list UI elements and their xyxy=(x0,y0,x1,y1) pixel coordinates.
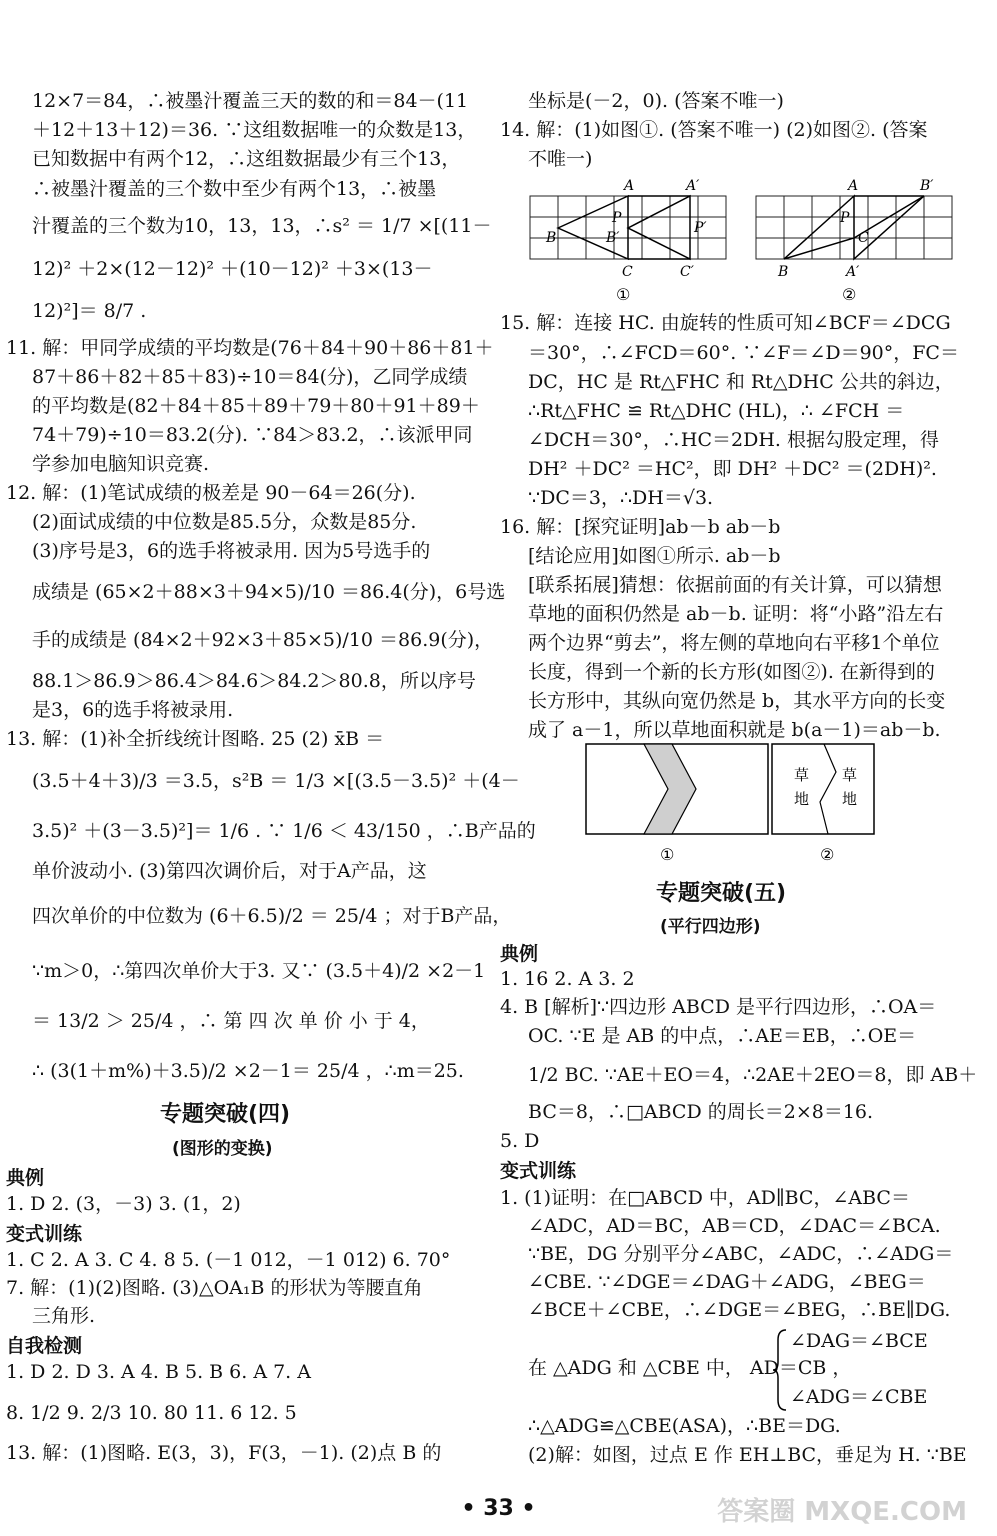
text-line: 11. 解：甲同学成绩的平均数是(76＋84＋90＋86＋81＋ xyxy=(6,337,494,359)
text-line: 坐标是(－2，0). (答案不唯一) xyxy=(528,90,784,112)
fig-label: A xyxy=(848,178,859,194)
subheading: 变式训练 xyxy=(6,1223,83,1245)
text-line: ＝30°，∴∠FCD＝60°. ∵∠F＝∠D＝90°，FC＝ xyxy=(528,342,959,364)
fig-label: A′ xyxy=(686,178,700,194)
text-line: 是3，6的选手将被录用. xyxy=(32,699,234,721)
text-line: ∠DAG＝∠BCE xyxy=(790,1330,928,1352)
text-line: (3.5＋4＋3)/3 ＝3.5，s²B ＝ 1/3 ×[(3.5－3.5)² ＋(4－ xyxy=(32,770,520,792)
text-line: [联系拓展]猜想：依据前面的有关计算，可以猜想 xyxy=(528,574,942,596)
text-line: ∵m＞0，∴第四次单价大于3. 又∵ (3.5＋4)/2 ×2－1 xyxy=(32,960,486,982)
text-line: 4. B [解析]∵四边形 ABCD 是平行四边形，∴OA＝ xyxy=(500,996,937,1018)
subheading: 典例 xyxy=(6,1167,45,1189)
fig-caption: ② xyxy=(842,285,857,304)
text-line: 3.5)² ＋(3－3.5)²]＝ 1/6 . ∵ 1/6 ＜ 43/150 ，∴B产品的 xyxy=(32,820,536,842)
text-line: (2)解：如图，过点 E 作 EH⊥BC，垂足为 H. ∵BE xyxy=(528,1444,967,1466)
fig-caption: ① xyxy=(616,285,631,304)
text-line: 草地的面积仍然是 ab－b. 证明：将“小路”沿左右 xyxy=(528,603,944,625)
fig-label: B′ xyxy=(606,230,620,246)
text-line: [结论应用]如图①所示. ab－b xyxy=(528,545,781,567)
text-line: 的平均数是(82＋84＋85＋89＋79＋80＋91＋89＋ xyxy=(32,395,480,417)
text-line: ∴△ADG≌△CBE(ASA)，∴BE＝DG. xyxy=(528,1415,841,1437)
fig-label: C xyxy=(622,264,633,280)
fig-label: C xyxy=(858,230,869,246)
text-line: ∠CBE. ∵∠DGE＝∠DAG＋∠ADG，∠BEG＝ xyxy=(528,1271,926,1293)
watermark: 答案圈 MXQE.COM xyxy=(717,1497,967,1527)
text-line: 88.1＞86.9＞86.4＞84.6＞84.2＞80.8，所以序号 xyxy=(32,670,476,692)
text-line: BC＝8，∴□ABCD 的周长＝2×8＝16. xyxy=(528,1101,874,1123)
text-line: 两个边界“剪去”，将左侧的草地向右平移1个单位 xyxy=(528,632,940,654)
text-line: 8. 1/2 9. 2/3 10. 80 11. 6 12. 5 xyxy=(6,1402,297,1424)
text-line: 12)² ＋2×(12－12)² ＋(10－12)² ＋3×(13－ xyxy=(32,258,433,280)
text-line: 7. 解：(1)(2)图略. (3)△OA₁B 的形状为等腰直角 xyxy=(6,1277,423,1299)
fig-label: B xyxy=(778,264,789,280)
text-line: 12)²]＝ 8/7 . xyxy=(32,300,147,322)
text-line: 5. D xyxy=(500,1130,540,1152)
section-subtitle: (平行四边形) xyxy=(660,917,761,937)
fig-caption: ② xyxy=(820,845,835,864)
fig-label: A′ xyxy=(846,264,860,280)
fig-label: P′ xyxy=(694,220,707,236)
text-line: (3)序号是3，6的选手将被录用. 因为5号选手的 xyxy=(32,540,431,562)
text-line: ∠ADC，AD＝BC，AB＝CD，∠DAC＝∠BCA. xyxy=(528,1215,941,1237)
text-line: ∠BCE＋∠CBE，∴∠DGE＝∠BEG，∴BE∥DG. xyxy=(528,1299,951,1321)
text-line: ∴被墨汁覆盖的三个数中至少有两个13，∴被墨 xyxy=(32,178,437,200)
figure-16 xyxy=(580,742,900,870)
text-line: 三角形. xyxy=(32,1305,96,1327)
text-line: DC，HC 是 Rt△FHC 和 Rt△DHC 公共的斜边， xyxy=(528,371,954,393)
text-line: 14. 解：(1)如图①. (答案不唯一) (2)如图②. (答案 xyxy=(500,119,928,141)
section-subtitle: (图形的变换) xyxy=(172,1139,273,1159)
text-line: 在 △ADG 和 △CBE 中， AD＝CB ， xyxy=(528,1357,852,1379)
text-line: ∴Rt△FHC ≌ Rt△DHC (HL)，∴ ∠FCH ＝ xyxy=(528,400,905,422)
text-line: 74＋79)÷10＝83.2(分). ∵84＞83.2，∴该派甲同 xyxy=(32,424,473,446)
fig-label: A xyxy=(624,178,635,194)
text-line: 13. 解：(1)补全折线统计图略. 25 (2) x̄B ＝ xyxy=(6,728,385,750)
brace xyxy=(772,1328,788,1412)
text-line: ∠DCH＝30°，∴HC＝2DH. 根据勾股定理，得 xyxy=(528,429,940,451)
text-line: 汁覆盖的三个数为10，13，13，∴s² ＝ 1/7 ×[(11－ xyxy=(32,215,492,237)
text-line: 12. 解：(1)笔试成绩的极差是 90－64＝26(分). xyxy=(6,482,416,504)
text-line: 1/2 BC. ∵AE＋EO＝4，∴2AE＋2EO＝8，即 AB＋ xyxy=(528,1064,978,1086)
text-line: 成了 a－1，所以草地面积就是 b(a－1)＝ab－b. xyxy=(528,719,941,741)
text-line: 12×7＝84，∴被墨汁覆盖三天的数的和＝84－(11 xyxy=(32,90,469,112)
text-line: ∴ (3(1＋m%)＋3.5)/2 ×2－1＝ 25/4 ，∴m＝25. xyxy=(32,1060,464,1082)
subheading: 自我检测 xyxy=(6,1335,83,1357)
fig-label: P xyxy=(840,210,850,226)
fig-text: 地 xyxy=(842,790,858,808)
text-line: ＝ 13/2 ＞ 25/4 ，∴ 第 四 次 单 价 小 于 4， xyxy=(32,1010,430,1032)
text-line: 16. 解：[探究证明]ab－b ab－b xyxy=(500,516,781,538)
subheading: 典例 xyxy=(500,943,539,965)
fig-label: B xyxy=(546,230,557,246)
fig-label: C′ xyxy=(680,264,694,280)
section-title: 专题突破(四) xyxy=(160,1102,291,1127)
text-line: 学参加电脑知识竞赛. xyxy=(32,453,210,475)
figure-14 xyxy=(520,176,960,304)
text-line: 1. 16 2. A 3. 2 xyxy=(500,968,635,990)
text-line: 1. C 2. A 3. C 4. 8 5. (－1 012，－1 012) 6. 70° xyxy=(6,1249,451,1271)
fig-text: 地 xyxy=(794,790,810,808)
text-line: 87＋86＋82＋85＋83)÷10＝84(分)，乙同学成绩 xyxy=(32,366,468,388)
fig-text: 草 xyxy=(842,766,858,784)
section-title: 专题突破(五) xyxy=(656,881,787,906)
text-line: ∵DC＝3，∴DH＝√3. xyxy=(528,487,714,509)
fig-text: 草 xyxy=(794,766,810,784)
text-line: ∠ADG＝∠CBE xyxy=(790,1386,928,1408)
text-line: ＋12＋13＋12)＝36. ∵这组数据唯一的众数是13， xyxy=(32,119,477,141)
text-line: 长度，得到一个新的长方形(如图②). 在新得到的 xyxy=(528,661,935,683)
text-line: 1. D 2. (3，－3) 3. (1，2) xyxy=(6,1193,241,1215)
fig-label: P xyxy=(612,210,622,226)
text-line: 单价波动小. (3)第四次调价后，对于A产品，这 xyxy=(32,860,427,882)
text-line: (2)面试成绩的中位数是85.5分，众数是85分. xyxy=(32,511,417,533)
page-number: • 33 • xyxy=(461,1496,536,1521)
subheading: 变式训练 xyxy=(500,1160,577,1182)
text-line: DH² ＋DC² ＝HC²，即 DH² ＋DC² ＝(2DH)². xyxy=(528,458,937,480)
fig-label: B′ xyxy=(920,178,934,194)
text-line: 1. (1)证明：在□ABCD 中，AD∥BC，∠ABC＝ xyxy=(500,1187,910,1209)
text-line: 手的成绩是 (84×2＋92×3＋85×5)/10 ＝86.9(分)， xyxy=(32,629,494,651)
text-line: 长方形中，其纵向宽仍然是 b，其水平方向的长变 xyxy=(528,690,946,712)
fig-caption: ① xyxy=(660,845,675,864)
text-line: 成绩是 (65×2＋88×3＋94×5)/10 ＝86.4(分)，6号选 xyxy=(32,581,506,603)
text-line: 已知数据中有两个12，∴这组数据最少有三个13， xyxy=(32,148,461,170)
text-line: ∵BE，DG 分别平分∠ABC，∠ADC，∴∠ADG＝ xyxy=(528,1243,954,1265)
text-line: 1. D 2. D 3. A 4. B 5. B 6. A 7. A xyxy=(6,1361,311,1383)
text-line: OC. ∵E 是 AB 的中点，∴AE＝EB，∴OE＝ xyxy=(528,1025,917,1047)
text-line: 四次单价的中位数为 (6＋6.5)/2 ＝ 25/4 ；对于B产品， xyxy=(32,905,512,927)
text-line: 15. 解：连接 HC. 由旋转的性质可知∠BCF＝∠DCG xyxy=(500,312,951,334)
text-line: 不唯一) xyxy=(528,148,593,170)
text-line: 13. 解：(1)图略. E(3，3)，F(3，－1). (2)点 B 的 xyxy=(6,1442,442,1464)
